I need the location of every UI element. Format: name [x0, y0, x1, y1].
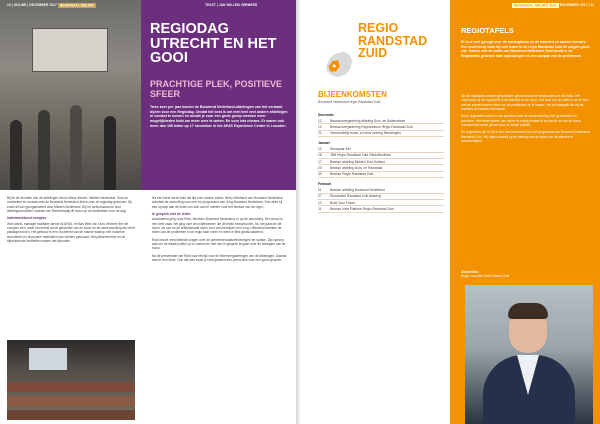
issue-label: ONLINE | DECEMBER 2017	[13, 3, 57, 7]
paragraph: Bij de regiotafels wordt er ook gekeken naar de samenwerking met gemeenten en provincie. Veel leden geven aan dat er te weinig contact is en dat de rol van de bouw onvoldoende wordt gezien door de lokale politiek.	[461, 114, 581, 128]
meeting-photo	[7, 340, 135, 420]
paragraph: Wim Maris, manager facilitaire dienst bij AFAS, en Bas Beld van Ours Vermeer liet het complex zien, waar een beeld wordt geschetst van de bouw en de samenwerking die heeft plaatsgevonden. Het gebouw is een voorbeeld van de manier waarop met moderne technieken en duurzame materialen kan worden gebouwd. Het parkeerterrein en de bijbehorende faciliteiten maken het bijzonder.	[7, 221, 135, 244]
audience-person	[38, 110, 50, 190]
event-text: Nieuwjaar Info	[330, 146, 352, 151]
right-page	[300, 0, 600, 424]
section-tag: REGIONAAL NIEUWS	[59, 3, 95, 7]
portrait-hair	[508, 303, 548, 319]
audience-row	[7, 396, 135, 406]
section-tag: REGIONAAL NIEUWS ZUID	[513, 3, 557, 7]
event-text: Bestuur afdeling Midden Zuid Holland	[330, 159, 385, 164]
signature-name: Gerard Bos	[461, 270, 479, 274]
paragraph: De regiotafels zijn in 2018 een vast onderdeel van het programma van Bouwend Nederland Randstad Zuid. Wij hopen daarbij op de inbreng van de leden om de plannen te verwezenlijken.	[461, 130, 590, 144]
author-credit: TEKST | JAN WILLEM VERMEER	[205, 3, 258, 7]
logo-text	[358, 22, 478, 60]
audience-person	[104, 116, 116, 190]
event-day: 16	[318, 153, 322, 158]
audience-person	[70, 105, 82, 190]
article-column-1	[7, 196, 135, 246]
events-subtitle: Bouwend Nederland regio Randstad Zuid	[318, 100, 381, 104]
audience-row	[7, 410, 135, 420]
logo-line: RANDSTAD	[358, 33, 428, 48]
event-day: 23	[318, 165, 322, 170]
article-intro: Twee keer per jaar komen de Bouwend Nederland-afdelingen van het verband bijeen voor een Regiodag. Omdat het best is om met heel veel andere afdelingen in contact te komen en omdat je voor een grote groep mensen meer mogelijkheden hebt om meer over te weten. En voor iets nieuws. Er waren ook meer dan 100 leden op 17 november in het AFAS Experience Center in Leusden.	[150, 105, 288, 128]
month-heading: Februari	[318, 182, 332, 187]
month-heading: December	[318, 113, 334, 117]
page-header-right: REGIONAAL NIEUWS ZUID DECEMBER 2017 | 11	[513, 3, 594, 7]
paragraph: Rots bracht verschillende vragen over de gemeenteraadsverkiezingen ter sprake. Zijn oproep was om de lokale politici op te zoeken en met hen in gesprek te gaan over de belangen van de bouw.	[152, 237, 286, 251]
event-text: Bestuursvergadering afdeling Duin- en Bollenstreek	[330, 118, 406, 123]
audience-row	[7, 382, 135, 392]
event-day: 21	[318, 131, 322, 136]
month-heading: Januari	[318, 141, 330, 146]
page-header-left: 10 | ONLINE | DECEMBER 2017 REGIONAAL NIEUWS	[7, 3, 95, 7]
paragraph: Op de regiotafels worden gesprekken gevoerd door de bestuurders en de leden. Het onderwerp bij de regiotafels is de kwaliteit en de bouw. Het doel van de tafels is om te zien wat we samen kunnen doen om de problemen op te lossen. Het is belangrijk dat wij als bouwers de handen ineenslaan.	[461, 94, 589, 112]
event-day: 07	[318, 194, 322, 199]
subheading: Indrukwekkend complex	[7, 216, 47, 221]
left-page	[0, 0, 296, 424]
presentation-screen	[29, 348, 67, 370]
events-agenda	[318, 109, 444, 213]
subheading: In gesprek met de leden	[152, 212, 191, 217]
event-row	[318, 131, 444, 137]
event-text: Build Your Future	[330, 200, 356, 205]
page-number: 11	[590, 3, 594, 7]
event-day: 30	[318, 172, 322, 177]
event-day: 17	[318, 159, 322, 164]
paragraph: Na een korte borrel was het tijd voor andere zaken. Berry Westland van Bouwend Nederland schetste de aanvulling voor een vol programma van Jong Bouwend Nederland. Ook deed hij een oproep aan de leden om zich aan te melden voor het bestuur van de regio.	[152, 196, 283, 209]
event-day: 12	[318, 118, 322, 123]
event-day: 13	[318, 200, 322, 205]
paragraph: Aansluitend ging Joep Rots, directeur Bouwend Nederland, in op de aanvulling. Het woord is een hele zaak; het ging over de onderwerpen die de leden bezighouden. Nu het gaat om de lonen, de cao en de arbeidsmarkt dat is voor veel bedrijven een zorg. Uiteraard brachten de leden ook de problemen in de regio naar voren en werd er flink gediscussieerd.	[152, 217, 283, 235]
event-text: Gemeentelijk bouw- en infra overleg Nieuwegein	[330, 131, 401, 136]
paragraph: Na de presentatie van Rots was het tijd voor de ledenvergaderingen van de afdelingen. Daarna was er een diner. Ook dat was zoals je hebt gewend een prima plek voor een goed gesprek.	[152, 253, 287, 263]
author-signature	[461, 270, 591, 279]
event-day: 12	[318, 146, 322, 151]
event-text: JBN Regio Randstad Zuid Oliebollenfeest	[330, 153, 391, 158]
event-text: Rondetafel Randstad Zuid afdeling	[330, 194, 381, 199]
regiotafels-intro: Er is al veel gezegd over de woningbouw en de tekorten en andere thema's. Een onderwerp waar bij veel leden in de regio Randstad Zuid de zorgen groot zijn. Samen met de leden van Bouwend Nederland Zuid wordt in de Regiotafels gekeken naar oplossingen en een aanpak van de problemen.	[461, 40, 590, 58]
regiotafels-title: REGIOTAFELS	[461, 26, 514, 35]
article-subtitle: PRACHTIGE PLEK, POSITIEVE SFEER	[150, 79, 283, 99]
article-title: REGIODAG UTRECHT EN HET GOOI	[150, 21, 277, 66]
event-text: Bestuur Infra Platform Regio Randstad Zuid	[330, 206, 394, 211]
event-row	[318, 172, 444, 178]
signature-role: Regio voorzitter Zuid Holland Zuid	[461, 274, 510, 279]
event-day: 21	[318, 206, 322, 211]
event-text: Bestuur Regio Randstad Zuid	[330, 172, 374, 177]
article-column-2	[152, 196, 288, 265]
event-text: Bestuur afdeling Duin- en Randstad	[330, 165, 383, 170]
event-row	[318, 206, 444, 212]
netherlands-map-icon	[319, 46, 357, 80]
paragraph: Bij de dit dit laden van de afdelingen Noord-West Utrecht, Midden-Nederland, Gooi en omstreken en bouwen met de Bouwend Nederland-leden over de regiodag gekomen. Bij zoals dit kan georganiseerd door Midden-Nederland. Bij het welkomstwoord door afdelingsvoorzitter Jolanda van Ravenswaaij dit focus op de kandidaten voor de dag.	[7, 196, 132, 214]
audience-person	[10, 120, 22, 190]
logo-line: REGIO	[358, 21, 399, 35]
page-number: 10	[7, 3, 11, 7]
event-day: 01	[318, 187, 322, 192]
author-portrait	[465, 285, 593, 424]
hero-photo	[0, 0, 141, 190]
presentation-screen	[32, 28, 108, 72]
event-text: Bestuur afdeling Bouwend Nederland	[330, 187, 385, 192]
event-text: Bestuursvergadering Regiobestuur Regio Randstad Zuid	[330, 124, 413, 129]
logo-line: ZUID	[358, 46, 388, 60]
event-day: 13	[318, 124, 322, 129]
events-title: BIJEENKOMSTEN	[318, 90, 387, 99]
regiotafels-body	[461, 94, 591, 146]
issue-label: DECEMBER 2017	[559, 3, 588, 7]
regio-logo	[318, 22, 438, 72]
